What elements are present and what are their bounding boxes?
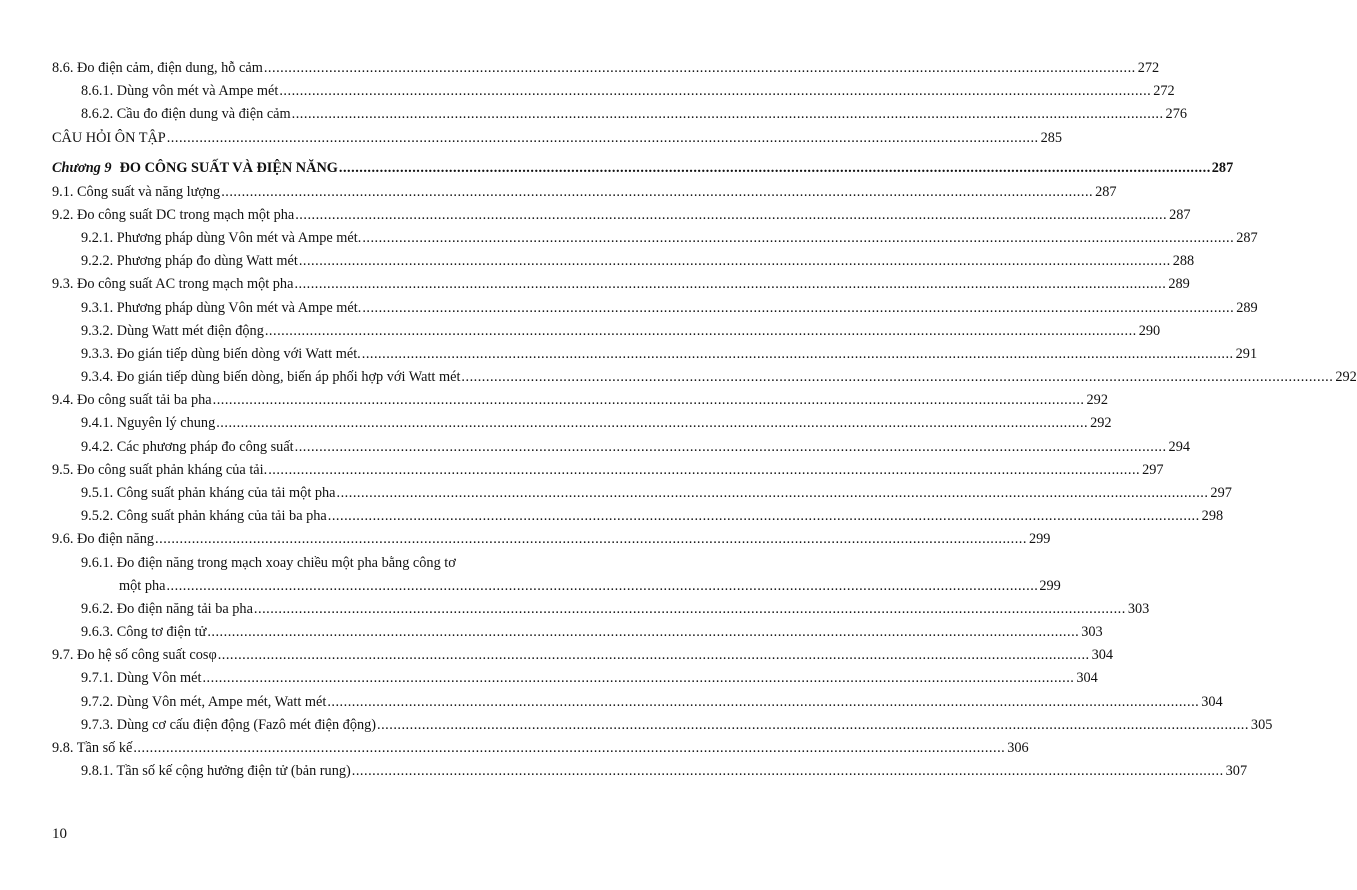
leader-dots bbox=[377, 717, 1249, 734]
toc-section-9-part-a bbox=[52, 183, 1357, 549]
toc-entry-page: 304 bbox=[1201, 693, 1223, 710]
toc-entry bbox=[52, 345, 1258, 363]
toc-entry-page: 272 bbox=[1153, 83, 1175, 100]
toc-entry bbox=[52, 183, 1117, 201]
toc-entry bbox=[52, 623, 1103, 641]
toc-entry-page: 276 bbox=[1165, 106, 1187, 123]
toc-entry bbox=[52, 647, 1114, 664]
toc-entry bbox=[52, 392, 1108, 409]
toc-entry-text: 9.8.1. Tần số kế cộng hưởng điện tử (bản rung) bbox=[81, 763, 351, 780]
leader-dots bbox=[279, 83, 1151, 100]
chapter-heading bbox=[52, 159, 1234, 177]
toc-entry bbox=[52, 693, 1223, 711]
toc-entry-text: 9.4.2. Các phương pháp đo công suất bbox=[81, 438, 294, 455]
toc-entry-text: 8.6. Đo điện cảm, điện dung, hỗ cảm bbox=[52, 60, 263, 76]
toc-entry-text-line2: một pha bbox=[119, 577, 166, 594]
leader-dots bbox=[328, 508, 1200, 525]
chapter-page: 287 bbox=[1211, 159, 1234, 176]
toc-entry-text: 9.5. Đo công suất phản kháng của tải. bbox=[52, 461, 268, 478]
toc-entry bbox=[52, 438, 1190, 456]
page-number: 10 bbox=[52, 826, 67, 842]
leader-dots bbox=[166, 578, 1038, 595]
toc-entry-text: 9.7.2. Dùng Vôn mét, Ampe mét, Watt mét bbox=[81, 693, 327, 710]
toc-entry-text: 8.6.2. Cầu đo điện dung và điện cảm bbox=[81, 106, 291, 123]
leader-dots bbox=[362, 230, 1234, 247]
toc-entry bbox=[52, 206, 1191, 224]
toc-entry-text: 9.5.1. Công suất phản kháng của tải một pha bbox=[81, 485, 336, 501]
toc-entry-page: 303 bbox=[1127, 600, 1150, 617]
leader-dots bbox=[292, 106, 1164, 123]
toc-entry-page: 299 bbox=[1028, 531, 1051, 548]
toc-entry-text: 9.7.3. Dùng cơ cấu điện động (Fazô mét điện động) bbox=[81, 716, 377, 733]
toc-entry bbox=[52, 508, 1224, 525]
toc-entry-text: 9.2. Đo công suất DC trong mạch một pha bbox=[52, 206, 295, 223]
leader-dots bbox=[254, 601, 1126, 618]
toc-entry bbox=[52, 716, 1273, 734]
toc-entry-text: 9.4.1. Nguyên lý chung bbox=[81, 415, 216, 432]
toc-entry-page: 297 bbox=[1210, 485, 1232, 501]
leader-dots bbox=[202, 670, 1074, 687]
toc-entry-text: 9.3.3. Đo gián tiếp dùng biến dòng với Watt mét. bbox=[81, 345, 361, 362]
toc-entry bbox=[52, 322, 1161, 340]
toc-entry bbox=[52, 461, 1164, 479]
toc-entry-page: 287 bbox=[1095, 183, 1117, 200]
toc-entry-page: 289 bbox=[1236, 299, 1258, 316]
toc-entry bbox=[52, 415, 1112, 432]
leader-dots bbox=[155, 531, 1027, 548]
toc-entry-page: 272 bbox=[1137, 60, 1160, 76]
leader-dots bbox=[461, 369, 1333, 386]
toc-entry-page: 305 bbox=[1250, 716, 1273, 733]
toc-entry-text: 8.6.1. Dùng vôn mét và Ampe mét bbox=[81, 83, 279, 100]
leader-dots bbox=[337, 485, 1209, 502]
toc-entry-line2 bbox=[81, 577, 1061, 595]
toc-entry-page: 299 bbox=[1039, 577, 1061, 594]
toc-entry-page: 303 bbox=[1081, 623, 1103, 640]
chapter-title: ĐO CÔNG SUẤT VÀ ĐIỆN NĂNG bbox=[119, 159, 338, 176]
toc-entry-page: 304 bbox=[1091, 647, 1114, 664]
toc-entry-page: 298 bbox=[1201, 508, 1224, 525]
toc-entry-page: 291 bbox=[1235, 345, 1258, 362]
toc-entry-page: 285 bbox=[1040, 129, 1063, 146]
toc-entry bbox=[52, 253, 1195, 270]
leader-dots bbox=[133, 740, 1005, 757]
toc-section-9-part-b bbox=[52, 600, 1273, 780]
toc-entry-text: 9.2.1. Phương pháp dùng Vôn mét và Ampe mét. bbox=[81, 229, 362, 246]
toc-entry-text: 9.1. Công suất và năng lượng bbox=[52, 183, 221, 200]
leader-dots bbox=[268, 462, 1140, 479]
toc-entry bbox=[52, 670, 1098, 687]
toc-entry-multiline bbox=[52, 554, 1061, 595]
leader-dots bbox=[218, 647, 1090, 664]
toc-entry-page: 289 bbox=[1168, 276, 1190, 293]
toc-entry-text: 9.4. Đo công suất tải ba pha bbox=[52, 392, 212, 409]
toc-entry-text: 9.5.2. Công suất phản kháng của tải ba pha bbox=[81, 508, 327, 525]
toc-entry bbox=[52, 276, 1190, 293]
leader-dots bbox=[295, 207, 1167, 224]
leader-dots bbox=[167, 130, 1039, 147]
toc-entry bbox=[52, 485, 1232, 502]
toc-entry-page: 294 bbox=[1168, 438, 1190, 455]
leader-dots bbox=[264, 60, 1136, 77]
toc-entry bbox=[52, 106, 1187, 123]
toc-entry bbox=[52, 739, 1029, 757]
toc-entry-page: 290 bbox=[1138, 322, 1161, 339]
toc-entry-page: 292 bbox=[1086, 392, 1108, 409]
leader-dots bbox=[352, 763, 1224, 780]
toc-entry-page: 287 bbox=[1169, 206, 1191, 223]
leader-dots bbox=[362, 346, 1234, 363]
leader-dots bbox=[207, 624, 1079, 641]
leader-dots bbox=[362, 300, 1234, 317]
leader-dots bbox=[265, 323, 1137, 340]
toc-entry bbox=[52, 763, 1248, 780]
toc-entry-page: 292 bbox=[1090, 415, 1112, 432]
toc-entry-page: 297 bbox=[1142, 461, 1164, 478]
toc-entry-text: 9.3.4. Đo gián tiếp dùng biến dòng, biến áp phối hợp với Watt mét bbox=[81, 369, 461, 386]
toc-entry bbox=[52, 60, 1160, 77]
toc-entry-text: 9.7. Đo hệ số công suất cosφ bbox=[52, 647, 217, 664]
toc-entry-text: 9.6.2. Đo điện năng tải ba pha bbox=[81, 600, 253, 617]
leader-dots bbox=[221, 184, 1093, 201]
leader-dots bbox=[299, 253, 1171, 270]
toc-entry-page: 304 bbox=[1076, 670, 1098, 687]
toc-entry bbox=[52, 600, 1150, 618]
toc-entry bbox=[52, 369, 1357, 386]
toc-entry-page: 307 bbox=[1225, 763, 1248, 780]
toc-entry-text: 9.8. Tần số kế bbox=[52, 739, 133, 756]
leader-dots bbox=[339, 160, 1211, 177]
toc-entry bbox=[52, 129, 1063, 147]
chapter-label: Chương 9 bbox=[52, 159, 112, 176]
leader-dots bbox=[216, 415, 1088, 432]
toc-entry bbox=[52, 299, 1258, 317]
table-of-contents bbox=[52, 60, 1357, 786]
toc-section-8 bbox=[52, 60, 1187, 147]
leader-dots bbox=[327, 694, 1199, 711]
leader-dots bbox=[294, 276, 1166, 293]
toc-entry-page: 292 bbox=[1335, 369, 1357, 386]
toc-entry-page: 288 bbox=[1172, 253, 1195, 270]
toc-entry-text: 9.6. Đo điện năng bbox=[52, 531, 155, 548]
leader-dots bbox=[295, 439, 1167, 456]
toc-entry-text: 9.6.3. Công tơ điện tử bbox=[81, 623, 207, 640]
toc-entry-text: 9.3.1. Phương pháp dùng Vôn mét và Ampe mét. bbox=[81, 299, 362, 316]
toc-entry bbox=[52, 531, 1051, 548]
leader-dots bbox=[213, 392, 1085, 409]
toc-entry-page: 306 bbox=[1007, 739, 1029, 756]
toc-entry bbox=[52, 229, 1258, 247]
toc-entry-text: 9.3. Đo công suất AC trong mạch một pha bbox=[52, 276, 294, 293]
toc-entry bbox=[52, 83, 1175, 100]
toc-entry-text: CÂU HỎI ÔN TẬP bbox=[52, 129, 166, 146]
toc-entry-text: 9.7.1. Dùng Vôn mét bbox=[81, 670, 202, 687]
toc-entry-text-line1: 9.6.1. Đo điện năng trong mạch xoay chiều một pha bằng công tơ bbox=[81, 554, 456, 571]
toc-entry-page: 287 bbox=[1236, 229, 1258, 246]
toc-entry-text: 9.3.2. Dùng Watt mét điện động bbox=[81, 322, 264, 339]
toc-entry-text: 9.2.2. Phương pháp đo dùng Watt mét bbox=[81, 253, 298, 270]
